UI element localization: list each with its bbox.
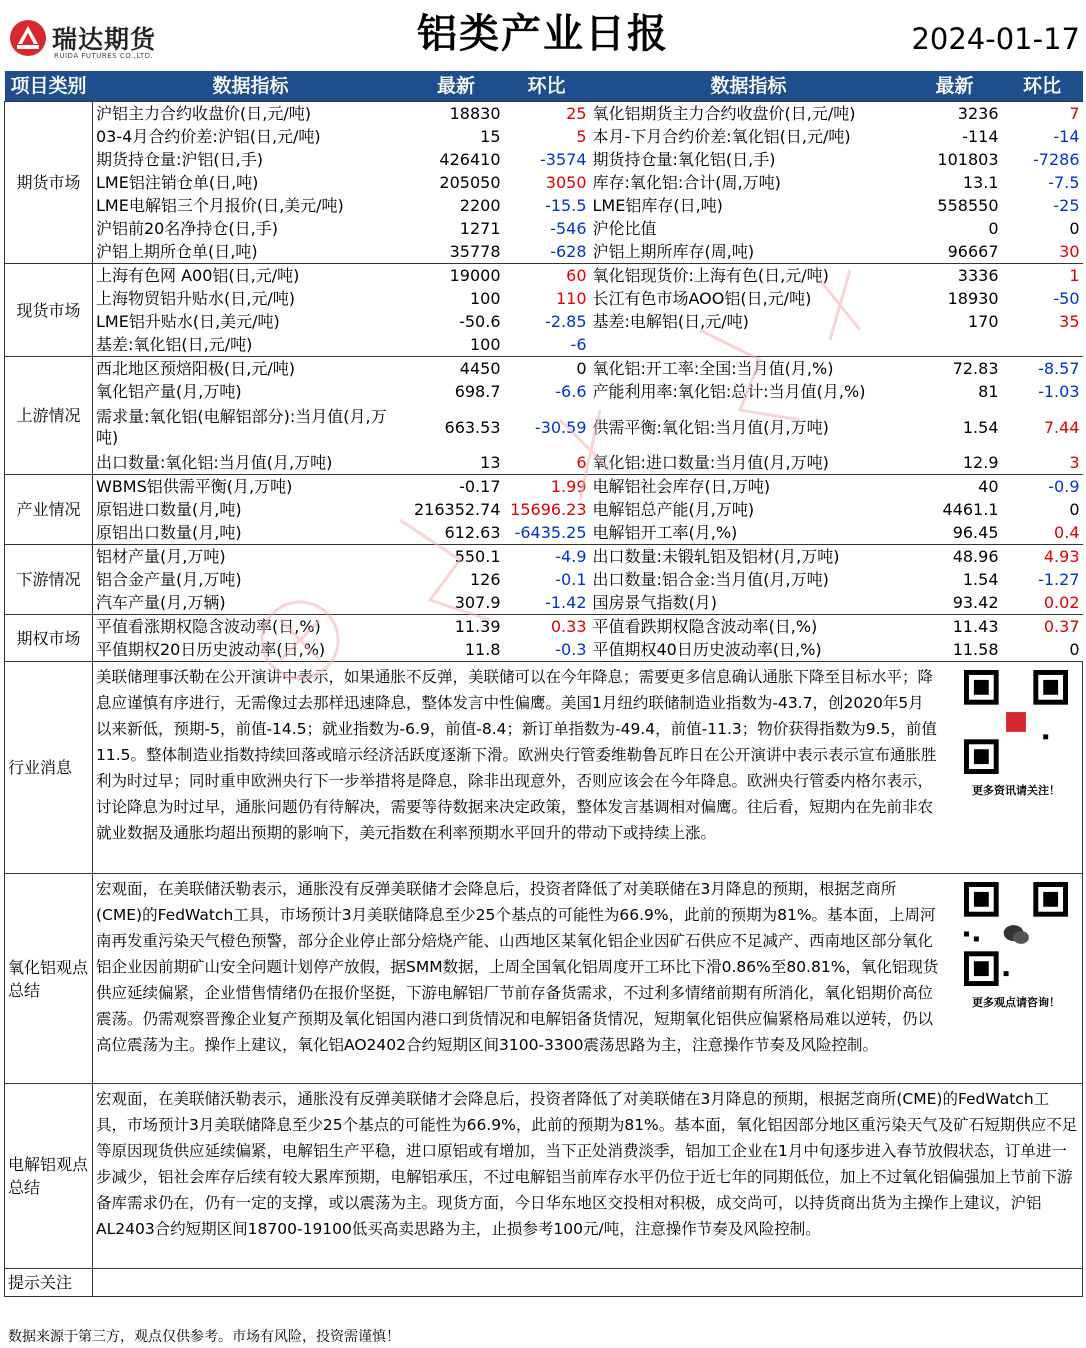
category-cell: 上游情况 (5, 357, 93, 475)
table-row (5, 451, 1083, 475)
text-row (5, 1269, 1083, 1297)
change-value: -1.42 (545, 593, 587, 612)
latest-value: 35778 (449, 242, 501, 261)
change-value: -30.59 (534, 417, 587, 437)
change-value: -0.9 (1002, 475, 1083, 499)
table-row (5, 333, 1083, 357)
change-value: -628 (550, 242, 587, 261)
indicator-name: 沪铝上期所库存(周,吨) (592, 242, 755, 261)
latest-value: 48.96 (908, 545, 1002, 569)
latest-value: 18930 (947, 289, 999, 308)
latest-value: 2200 (459, 196, 501, 215)
category-cell: 氧化铝观点总结 (5, 874, 93, 1084)
indicator-name: 供需平衡:氧化铝:当月值(月,万吨) (592, 417, 829, 437)
table-row (5, 521, 1083, 545)
industry-news-text (93, 662, 1083, 874)
latest-value: 3236 (908, 102, 1002, 126)
latest-value: -50.6 (459, 312, 501, 331)
alumina-view-text (93, 874, 1083, 1084)
indicator-name: 国房景气指数(月) (592, 593, 717, 612)
latest-value: 100 (469, 335, 501, 354)
indicator-name: 需求量:氧化铝(电解铝部分):当月值(月,万吨) (93, 403, 409, 451)
table-row (5, 357, 1083, 381)
change-value: -50 (1053, 289, 1080, 308)
latest-value: 4461.1 (942, 500, 999, 519)
header-latest-left: 最新 (409, 71, 504, 102)
change-value: 15696.23 (510, 500, 587, 519)
change-value: 7.44 (1043, 417, 1080, 437)
indicator-name: 汽车产量(月,万辆) (93, 591, 409, 615)
latest-value: 426410 (439, 150, 501, 169)
table-row (5, 264, 1083, 288)
indicator-name: 沪伦比值 (592, 219, 657, 238)
indicator-name: 沪铝上期所仓单(日,吨) (93, 240, 409, 264)
indicator-name: 上海有色网 A00铝(日,元/吨) (93, 264, 409, 288)
indicator-name: 电解铝社会库存(日,万吨) (590, 475, 908, 499)
text-row (5, 1084, 1083, 1269)
table-row (5, 591, 1083, 615)
indicator-name: 电解铝开工率(月,%) (592, 523, 738, 542)
latest-value: 100 (469, 289, 501, 308)
indicator-name: 铝合金产量(月,万吨) (93, 568, 409, 591)
change-value: -0.3 (555, 640, 587, 659)
latest-value: 40 (908, 475, 1002, 499)
indicator-name: 平值看涨期权隐含波动率(日,%) (93, 615, 409, 639)
change-value: -6 (570, 335, 587, 354)
header-change-left: 环比 (504, 71, 590, 102)
table-row (5, 380, 1083, 403)
change-value: -546 (550, 219, 587, 238)
header-category: 项目类别 (5, 71, 93, 102)
indicator-name: 期货持仓量:氧化铝(日,手) (592, 150, 776, 169)
latest-value: 1271 (459, 219, 501, 238)
latest-value: 72.83 (908, 357, 1002, 381)
change-value: 1.99 (504, 475, 590, 499)
category-cell: 行业消息 (5, 662, 93, 874)
paragraph: 美联储理事沃勒在公开演讲中表示，如果通胀不反弹，美联储可以在今年降息；需要更多信息确认通胀下降至目标水平；降息应谨慎有序进行，无需像过去那样迅速降息，整体发言中性偏鹰。美国1月纽约联储制造业指数为-43.7，创2020年5月以来新低，预期-5，前值-14.5；就业指数为-6.9，前值-8.4；新订单指数为-49.4，前值-11.3；物价获得指数为9.5，前值11.5。整体制造业指数持续回落或暗示经济活跃度逐渐下滑。欧洲央行管委维勒鲁瓦昨日在公开演讲中表示表示宣布通胀胜利为时过早；同时重申欧洲央行下一步举措将是降息，除非出现意外，否则应该会在今年降息。欧洲央行管委内格尔表示，讨论降息为时过早，通胀问题仍有待解决，需要等待数据来决定政策，整体发言基调相对偏鹰。往后看，短期内在先前非农就业数据及通胀均超出预期的影响下，美元指数在利率预期水平回升的带动下或持续上涨。 (96, 668, 937, 842)
page-header (0, 0, 1086, 68)
latest-value: 19000 (409, 264, 504, 288)
change-value: -1.03 (1038, 382, 1080, 401)
indicator-name: 期货持仓量:沪铝(日,手) (93, 148, 409, 171)
latest-value: 101803 (937, 150, 999, 169)
latest-value: 307.9 (454, 593, 501, 612)
change-value: 5 (576, 127, 587, 146)
latest-value: 550.1 (409, 545, 504, 569)
table-row (5, 638, 1083, 662)
change-value: -7.5 (1048, 173, 1080, 192)
latest-value: 205050 (439, 173, 501, 192)
table-row (5, 545, 1083, 569)
indicator-name: 西北地区预焙阳极(日,元/吨) (93, 357, 409, 381)
change-value (1002, 333, 1083, 357)
paragraph: 宏观面，在美联储沃勒表示，通胀没有反弹美联储才会降息后，投资者降低了对美联储在3月降息的预期，根据芝商所(CME)的FedWatch工具，市场预计3月美联储降息至少25个基点的可能性为66.9%，此前的预期为81%。基本面，上周河南再发重污染天气橙色预警，部分企业停止部分焙烧产能、山西地区某氧化铝企业因矿石供应不足减产、西南地区部分氧化铝企业因前期矿山安全问题计划停产放假，据SMM数据，上周全国氧化铝周度开工环比下滑0.86%至80.81%，氧化铝现货供应延续偏紧，企业惜售情绪仍在报价坚挺，下游电解铝厂节前存备货需求，不过利多情绪前期有所消化，氧化铝期价高位震荡。仍需观察晋豫企业复产预期及氧化铝国内港口到货情况和电解铝备货情况，短期氧化铝供应偏紧格局难以逆转，仍以高位震荡为主。操作上建议，氧化铝AO2402合约短期区间3100-3300震荡思路为主，注意操作节奏及风险控制。 (96, 880, 939, 1054)
change-value: 0 (1069, 219, 1080, 238)
change-value: 0.37 (1002, 615, 1083, 639)
latest-value: 11.39 (409, 615, 504, 639)
text-row (5, 874, 1083, 1084)
latest-value: 96667 (947, 242, 999, 261)
table-row (5, 102, 1083, 126)
qr-caption: 更多资讯请关注！ (972, 784, 1060, 797)
indicator-name: LME铝升贴水(日,美元/吨) (93, 310, 409, 333)
table-row (5, 194, 1083, 217)
indicator-name (590, 333, 908, 357)
latest-value: 96.45 (952, 523, 999, 542)
logo-subtext: RUIDA FUTURES CO.,LTD. (54, 52, 154, 60)
change-value: 35 (1059, 312, 1080, 331)
change-value: 3 (1069, 453, 1080, 472)
latest-value: 81 (978, 382, 999, 401)
change-value: -8.57 (1002, 357, 1083, 381)
indicator-name: 氧化铝产量(月,万吨) (93, 380, 409, 403)
indicator-name: 出口数量:铝合金:当月值(月,万吨) (592, 570, 829, 589)
table-row (5, 310, 1083, 333)
indicator-name: LME电解铝三个月报价(日,美元/吨) (93, 194, 409, 217)
qr-code (960, 882, 1072, 1016)
change-value: 3050 (545, 173, 587, 192)
change-value: 0 (504, 357, 590, 381)
change-value: -15.5 (545, 196, 587, 215)
category-cell: 期货市场 (5, 102, 93, 264)
header-indicator-right: 数据指标 (590, 71, 908, 102)
latest-value: 11.8 (464, 640, 501, 659)
category-cell: 产业情况 (5, 475, 93, 545)
latest-value: 170 (967, 312, 999, 331)
latest-value: 1.54 (962, 417, 999, 437)
table-header-row (5, 71, 1083, 102)
table-row (5, 475, 1083, 499)
change-value: 0 (1069, 640, 1080, 659)
indicator-name: 氧化铝:进口数量:当月值(月,万吨) (592, 453, 829, 472)
indicator-name: 铝材产量(月,万吨) (93, 545, 409, 569)
logo-text: 瑞达期货 (52, 25, 157, 54)
indicator-name: 平值看跌期权隐含波动率(日,%) (590, 615, 908, 639)
category-cell: 期权市场 (5, 615, 93, 662)
indicator-name: 出口数量:未锻轧铝及铝材(月,万吨) (590, 545, 908, 569)
qr-code-icon (964, 882, 1068, 986)
indicator-name: 基差:电解铝(日,元/吨) (592, 312, 749, 331)
latest-value: 1.54 (962, 570, 999, 589)
table-row (5, 403, 1083, 451)
latest-value: 663.53 (444, 417, 501, 437)
latest-value: 12.9 (962, 453, 999, 472)
indicator-name: 电解铝总产能(月,万吨) (592, 500, 755, 519)
change-value: 7 (1002, 102, 1083, 126)
category-cell: 电解铝观点总结 (5, 1084, 93, 1269)
latest-value: 558550 (937, 196, 999, 215)
change-value: 110 (555, 289, 587, 308)
aluminum-view-text (93, 1084, 1083, 1269)
latest-value: -114 (962, 127, 999, 146)
indicator-name: LME铝注销仓单(日,吨) (93, 171, 409, 194)
change-value: -6.6 (555, 382, 587, 401)
change-value: -14 (1053, 127, 1080, 146)
latest-value: 18830 (409, 102, 504, 126)
qr-code-icon (964, 670, 1068, 774)
latest-value: 15 (480, 127, 501, 146)
change-value: 60 (504, 264, 590, 288)
latest-value: 11.43 (908, 615, 1002, 639)
latest-value: 126 (469, 570, 501, 589)
category-cell: 现货市场 (5, 264, 93, 357)
text-row (5, 662, 1083, 874)
indicator-name: 原铝进口数量(月,吨) (93, 498, 409, 521)
table-body (5, 71, 1083, 1297)
latest-value: 13 (480, 453, 501, 472)
latest-value: 13.1 (962, 173, 999, 192)
qr-code (960, 670, 1072, 804)
change-value: -0.1 (555, 570, 587, 589)
latest-value: 0 (988, 219, 999, 238)
table-row (5, 125, 1083, 148)
table-row (5, 615, 1083, 639)
indicator-name: 出口数量:氧化铝:当月值(月,万吨) (93, 451, 409, 475)
indicator-name: 平值期权20日历史波动率(日,%) (93, 638, 409, 662)
indicator-name: 库存:氧化铝:合计(周,万吨) (592, 173, 781, 192)
indicator-name: 基差:氧化铝(日,元/吨) (93, 333, 409, 357)
latest-value: 3336 (908, 264, 1002, 288)
latest-value: 612.63 (444, 523, 501, 542)
latest-value: 4450 (409, 357, 504, 381)
change-value: -3574 (540, 150, 587, 169)
latest-value: 11.58 (952, 640, 999, 659)
indicator-name: 氧化铝:开工率:全国:当月值(月,%) (590, 357, 908, 381)
indicator-name: 氧化铝期货主力合约收盘价(日,元/吨) (590, 102, 908, 126)
indicator-name: 平值期权40日历史波动率(日,%) (592, 640, 822, 659)
change-value: -25 (1053, 196, 1080, 215)
change-value: 1 (1002, 264, 1083, 288)
indicator-name: 03-4月合约价差:沪铝(日,元/吨) (93, 125, 409, 148)
table-row (5, 240, 1083, 264)
change-value: 0.33 (504, 615, 590, 639)
data-table (4, 71, 1083, 1297)
notes-text (93, 1269, 1083, 1297)
indicator-name: 氧化铝现货价:上海有色(日,元/吨) (590, 264, 908, 288)
change-value: -6435.25 (514, 523, 587, 542)
latest-value (908, 333, 1002, 357)
change-value: -7286 (1033, 150, 1080, 169)
change-value: -4.9 (504, 545, 590, 569)
indicator-name: WBMS铝供需平衡(月,万吨) (93, 475, 409, 499)
change-value: 6 (576, 453, 587, 472)
header-change-right: 环比 (1002, 71, 1083, 102)
latest-value: 216352.74 (413, 500, 501, 519)
indicator-name: 长江有色市场AOO铝(日,元/吨) (592, 289, 812, 308)
latest-value: -0.17 (409, 475, 504, 499)
category-cell: 提示关注 (5, 1269, 93, 1297)
footer-disclaimer: 数据来源于第三方，观点仅供参考。市场有风险，投资需谨慎！ (8, 1329, 400, 1345)
latest-value: 93.42 (952, 593, 999, 612)
header-indicator-left: 数据指标 (93, 71, 409, 102)
latest-value: 698.7 (454, 382, 501, 401)
paragraph: 宏观面，在美联储沃勒表示，通胀没有反弹美联储才会降息后，投资者降低了对美联储在3月降息的预期，根据芝商所(CME)的FedWatch工具，市场预计3月美联储降息至少25个基点的可能性为66.9%，此前的预期为81%。基本面，氧化铝因部分地区重污染天气及矿石短期供应不足等原因现货供应延续偏紧，电解铝生产平稳，进口原铝或有增加，当下正处消费淡季，铝加工企业在1月中旬逐步进入春节放假状态，订单进一步减少，铝社会库存后续有较大累库预期，电解铝承压，不过电解铝当前库存水平仍位于近七年的同期低位，加上不过氧化铝偏强加上节前下游备库需求仍在，仍有一定的支撑，或以震荡为主。现货方面，今日华东地区交投相对积极，成交尚可，以持货商出货为主操作上建议，沪铝AL2403合约短期区间18700-19100低买高卖思路为主，止损参考100元/吨，注意操作节奏及风险控制。 (96, 1090, 1078, 1238)
header-latest-right: 最新 (908, 71, 1002, 102)
indicator-name: LME铝库存(日,吨) (592, 196, 723, 215)
page-title: 铝类产业日报 (417, 11, 669, 57)
change-value: 25 (504, 102, 590, 126)
indicator-name: 本月-下月合约价差:氧化铝(日,元/吨) (592, 127, 851, 146)
indicator-name: 产能利用率:氧化铝:总计:当月值(月,%) (592, 382, 866, 401)
qr-caption: 更多观点请咨询！ (972, 996, 1060, 1009)
change-value: 0 (1069, 500, 1080, 519)
indicator-name: 上海物贸铝升贴水(日,元/吨) (93, 287, 409, 310)
category-cell: 下游情况 (5, 545, 93, 615)
report-date: 2024-01-17 (911, 22, 1080, 56)
indicator-name: 沪铝前20名净持仓(日,手) (93, 217, 409, 240)
table-row (5, 217, 1083, 240)
change-value: -2.85 (545, 312, 587, 331)
indicator-name: 原铝出口数量(月,吨) (93, 521, 409, 545)
change-value: 0.02 (1043, 593, 1080, 612)
change-value: 30 (1059, 242, 1080, 261)
table-row (5, 498, 1083, 521)
indicator-name: 沪铝主力合约收盘价(日,元/吨) (93, 102, 409, 126)
change-value: 0.4 (1054, 523, 1080, 542)
table-row (5, 287, 1083, 310)
table-row (5, 148, 1083, 171)
change-value: -1.27 (1038, 570, 1080, 589)
change-value: 4.93 (1002, 545, 1083, 569)
table-row (5, 171, 1083, 194)
table-row (5, 568, 1083, 591)
